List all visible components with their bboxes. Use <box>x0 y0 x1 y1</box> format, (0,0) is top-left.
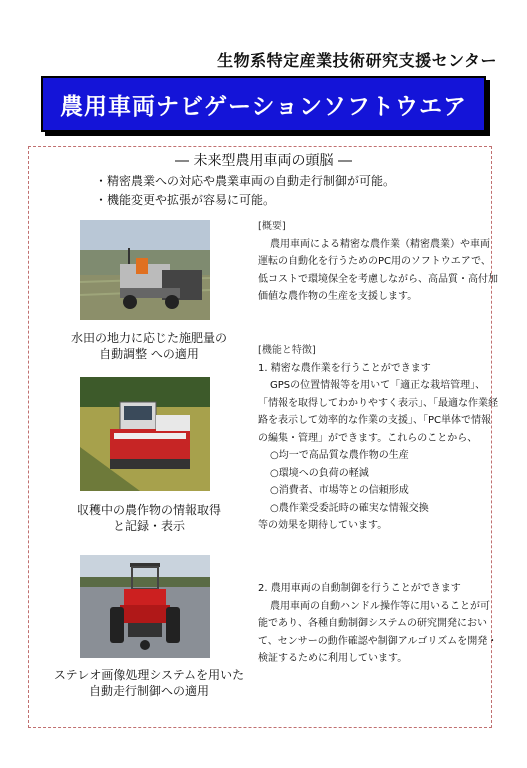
feature-2-title: 2. 農用車両の自動制御を行うことができます <box>258 583 461 594</box>
features-section <box>258 342 498 535</box>
intro-item: ・ 機能変更や拡張が容易に可能。 <box>95 191 395 210</box>
feature-2-section <box>258 580 498 668</box>
intro-list <box>95 172 395 210</box>
feature-1-end: 等の効果を期待しています。 <box>258 520 388 531</box>
title-banner <box>41 76 486 132</box>
subtitle: ― 未来型農用車両の頭脳 ― <box>175 153 352 169</box>
feature-bullet: ○ 消費者、市場等との信頼形成 <box>258 482 498 500</box>
photo-combine-harvester <box>80 377 210 491</box>
intro-item: ・ 精密農業への対応や農業車両の自動走行制御が可能。 <box>95 172 395 191</box>
features-heading: [機能と特徴] <box>258 345 316 356</box>
feature-1-title: 1. 精密な農作業を行うことができます <box>258 362 431 374</box>
overview-section <box>258 218 498 306</box>
caption-2: 収穫中の農作物の情報取得 と記録・表示 <box>76 503 221 533</box>
photo-autonomous-tractor <box>80 555 210 658</box>
overview-text: 農用車両による精密な農作業（精密農業）や車両運転の自動化を行うためのPC用のソフトウエアで、低コストで環境保全を考慮しながら、高品質・高付加価値な農作物の生産を支援します。 <box>258 238 498 302</box>
feature-bullet: ○ 農作業受委託時の確実な情報交換 <box>258 500 498 518</box>
feature-1-text: GPSの位置情報等を用いて「適正な栽培管理」、「情報を取得してわかりやすく表示」、「最適な作業経路を表示して効率的な作業の支援」、「PC単体で情報の編集・管理」ができます。これらのことから、 <box>258 380 498 444</box>
overview-heading: [概要] <box>258 221 286 232</box>
feature-2-text: 農用車両の自動ハンドル操作等に用いることが可能であり、各種自動制御システムの研究開発において、センサーの動作確認や制御アルゴリズムを開発・検証するために利用しています。 <box>258 600 498 664</box>
feature-bullet: ○ 環境への負荷の軽減 <box>258 465 498 483</box>
caption-1: 水田の地力に応じた施肥量の 自動調整 への適用 <box>70 331 227 361</box>
page-title: 農用車両ナビゲーションソフトウエア <box>59 93 468 120</box>
feature-bullet: ○ 均一で高品質な農作物の生産 <box>258 447 498 465</box>
photo-rice-planter <box>80 220 210 320</box>
organization-name: 生物系特定産業技術研究支援センター <box>217 51 497 70</box>
caption-3: ステレオ画像処理システムを用いた 自動走行制御への適用 <box>53 668 245 698</box>
